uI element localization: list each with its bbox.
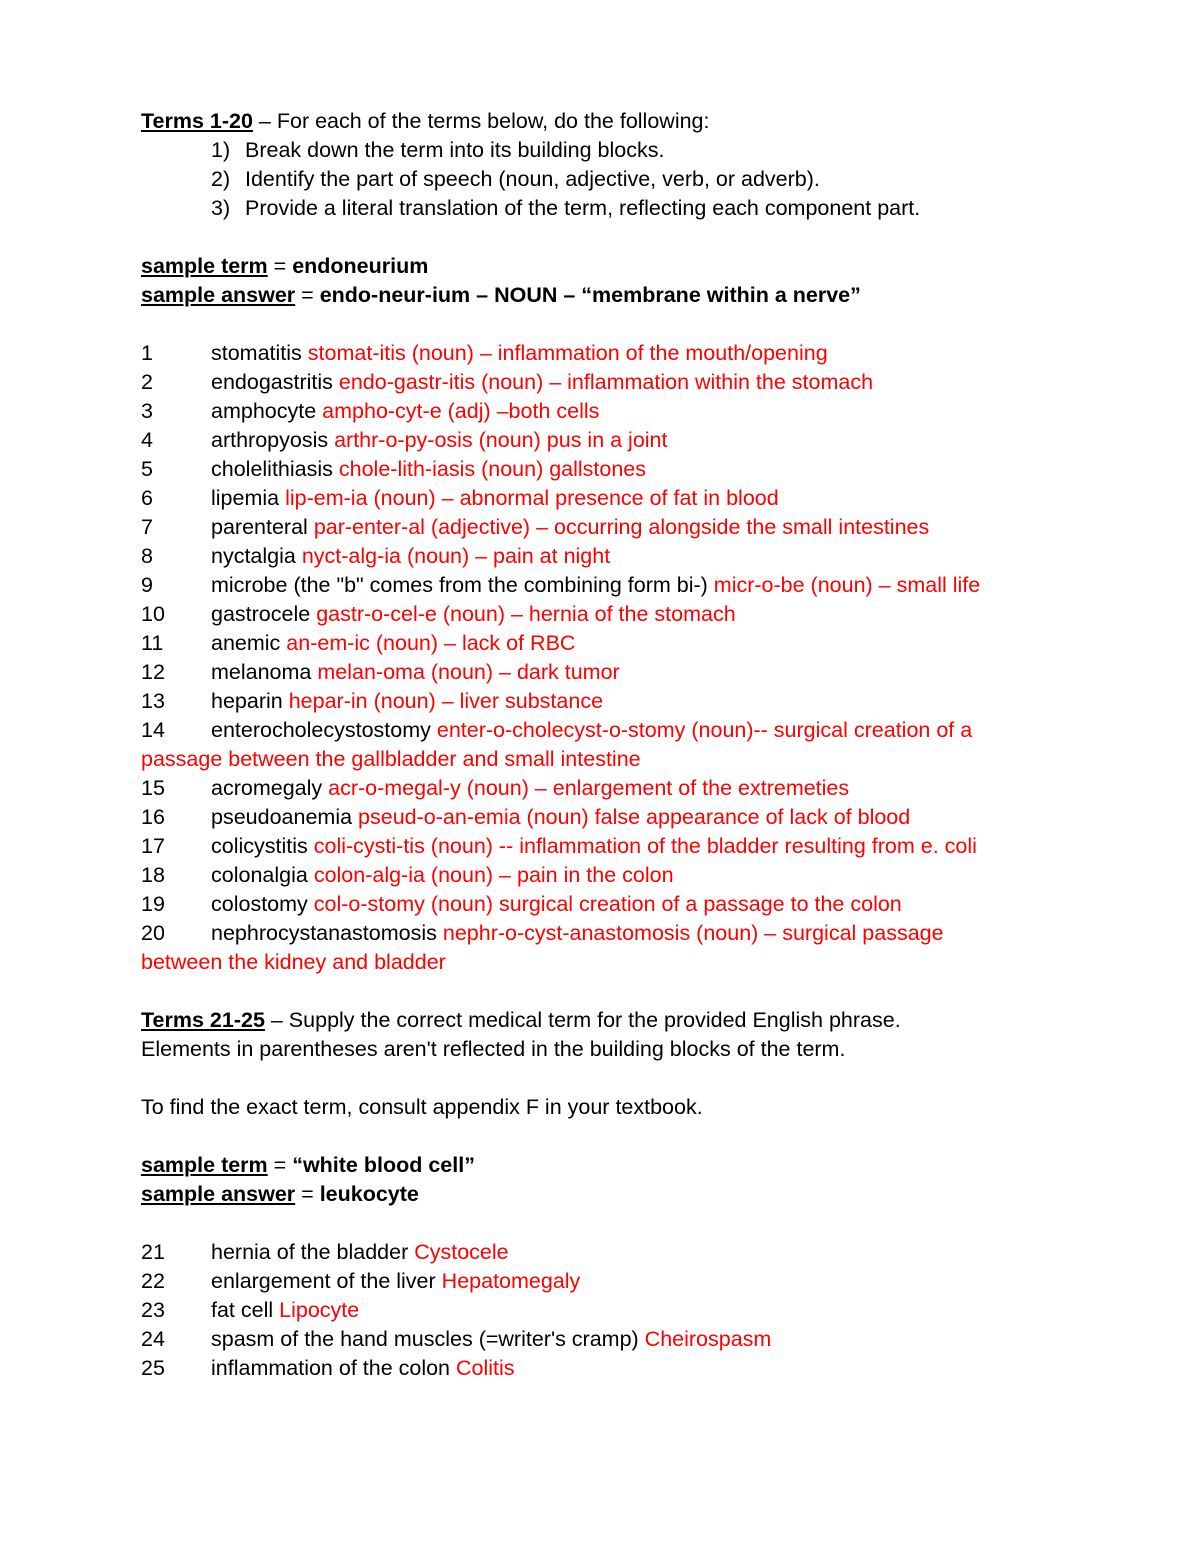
sample-term-line: sample term = endoneurium (141, 254, 429, 278)
term-row: 11 anemic an-em-ic (noun) – lack of RBC (141, 631, 576, 655)
term-row: 13 heparin hepar-in (noun) – liver substance (141, 689, 604, 713)
section2-heading: Terms 21-25 (141, 1008, 265, 1032)
term-row: 6 lipemia lip-em-ia (noun) – abnormal presence of fat in blood (141, 486, 779, 510)
term-row: 21 hernia of the bladder Cystocele (141, 1240, 509, 1264)
term-row: 24 spasm of the hand muscles (=writer's cramp) Cheirospasm (141, 1327, 772, 1351)
term-row: 9 microbe (the "b" comes from the combining form bi-) micr-o-be (noun) – small life (141, 573, 981, 597)
section1-intro: – For each of the terms below, do the following: (252, 109, 710, 133)
term-row: 8 nyctalgia nyct-alg-ia (noun) – pain at night (141, 544, 611, 568)
term-row-continuation: between the kidney and bladder (141, 950, 446, 974)
term-row: 18 colonalgia colon-alg-ia (noun) – pain in the colon (141, 863, 674, 887)
section2-intro-line: Terms 21-25 – Supply the correct medical term for the provided English phrase. (141, 1008, 901, 1032)
instruction-item: 3) Provide a literal translation of the term, reflecting each component part. (211, 196, 921, 220)
term-row: 19 colostomy col-o-stomy (noun) surgical creation of a passage to the colon (141, 892, 902, 916)
term-row-continuation: passage between the gallbladder and small intestine (141, 747, 641, 771)
term-row: 7 parenteral par-enter-al (adjective) – occurring alongside the small intestines (141, 515, 930, 539)
term-row: 1 stomatitis stomat-itis (noun) – inflammation of the mouth/opening (141, 341, 828, 365)
term-row: 15 acromegaly acr-o-megal-y (noun) – enlargement of the extremeties (141, 776, 850, 800)
term-row: 25 inflammation of the colon Colitis (141, 1356, 515, 1380)
instruction-item: 1) Break down the term into its building blocks. (211, 138, 665, 162)
instruction-item: 2) Identify the part of speech (noun, adjective, verb, or adverb). (211, 167, 820, 191)
sample-answer-line: sample answer = leukocyte (141, 1182, 419, 1206)
section2-note: To find the exact term, consult appendix F in your textbook. (141, 1095, 703, 1119)
term-row: 22 enlargement of the liver Hepatomegaly (141, 1269, 581, 1293)
term-row: 12 melanoma melan-oma (noun) – dark tumor (141, 660, 620, 684)
term-row: 23 fat cell Lipocyte (141, 1298, 360, 1322)
section1-heading: Terms 1-20 (141, 109, 253, 133)
term-row: 2 endogastritis endo-gastr-itis (noun) – inflammation within the stomach (141, 370, 874, 394)
term-row: 4 arthropyosis arthr-o-py-osis (noun) pus in a joint (141, 428, 668, 452)
spacer (141, 1122, 1071, 1151)
section1-intro-line (141, 107, 1071, 136)
document-page (141, 107, 1071, 1383)
spacer (141, 1209, 1071, 1238)
term-row: 17 colicystitis coli-cysti-tis (noun) -- inflammation of the bladder resulting from e. coli (141, 834, 977, 858)
spacer (141, 977, 1071, 1006)
spacer (141, 310, 1071, 339)
sample-term-line: sample term = “white blood cell” (141, 1153, 475, 1177)
term-row: 20 nephrocystanastomosis nephr-o-cyst-anastomosis (noun) – surgical passage (141, 921, 944, 945)
term-row: 14 enterocholecystostomy enter-o-cholecyst-o-stomy (noun)-- surgical creation of a (141, 718, 973, 742)
sample-answer-line: sample answer = endo-neur-ium – NOUN – “membrane within a nerve” (141, 283, 861, 307)
spacer (141, 1064, 1071, 1093)
term-row: 3 amphocyte ampho-cyt-e (adj) –both cells (141, 399, 600, 423)
term-row: 5 cholelithiasis chole-lith-iasis (noun) gallstones (141, 457, 647, 481)
section2-intro-line-2: Elements in parentheses aren't reflected in the building blocks of the term. (141, 1037, 846, 1061)
spacer (141, 223, 1071, 252)
term-row: 10 gastrocele gastr-o-cel-e (noun) – hernia of the stomach (141, 602, 736, 626)
term-row: 16 pseudoanemia pseud-o-an-emia (noun) false appearance of lack of blood (141, 805, 911, 829)
